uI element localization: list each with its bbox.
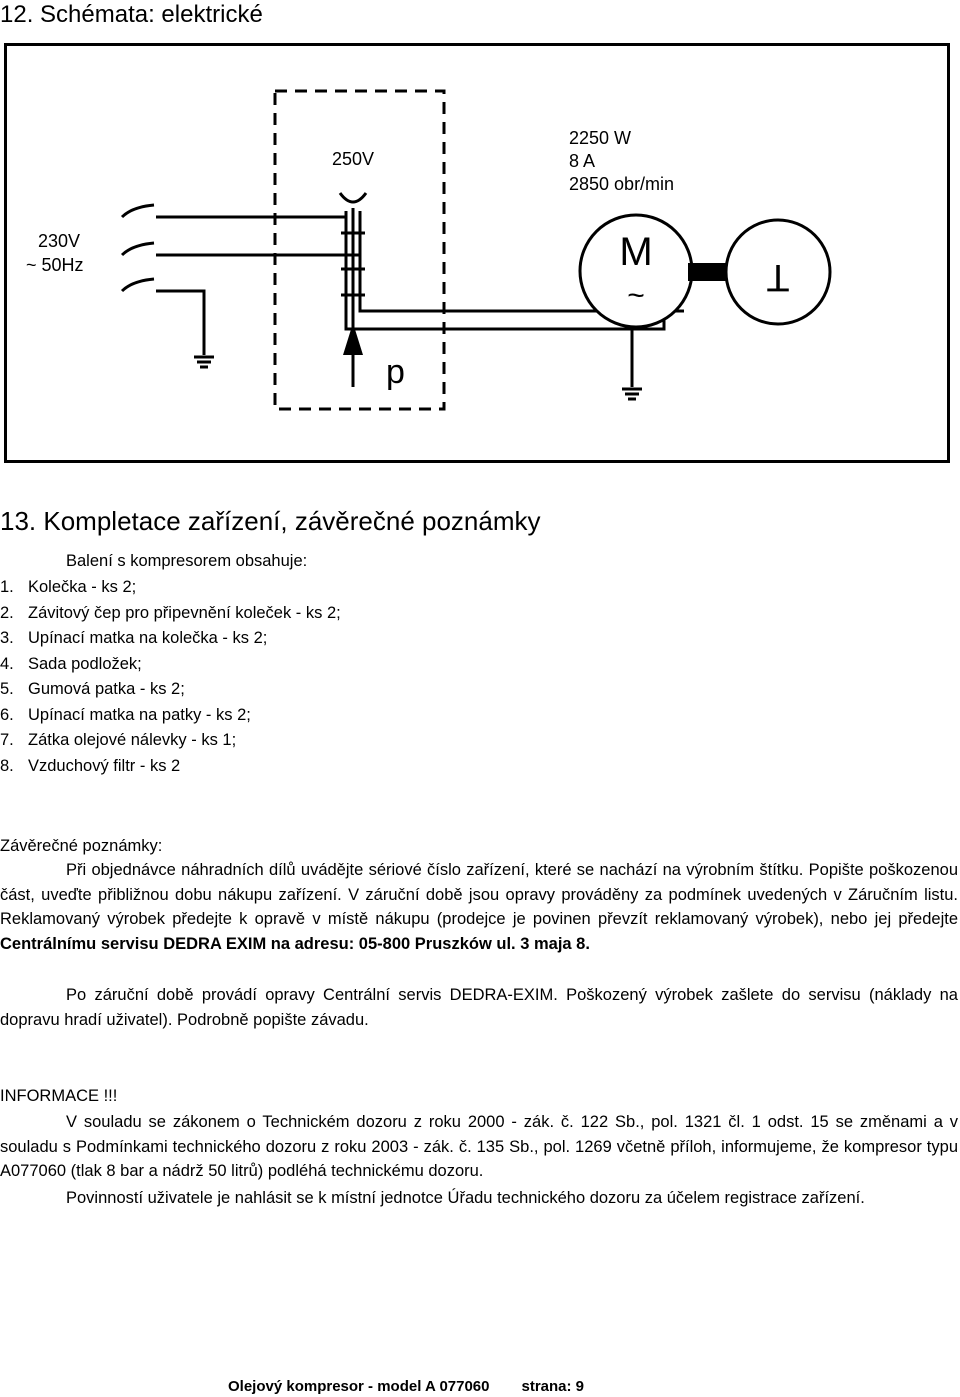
footer-page-number: strana: 9 xyxy=(521,1378,585,1395)
motor-ac-symbol: ~ xyxy=(627,279,645,312)
pressure-symbol: p xyxy=(386,353,405,391)
section-12-title: 12. Schémata: elektrické xyxy=(0,1,263,28)
service-address: Centrálnímu servisu DEDRA EXIM na adresu: 05-800 Pruszków ul. 3 maja 8. xyxy=(0,934,590,953)
supply-voltage-label: 230V xyxy=(38,231,81,251)
footer-product: Olejový kompresor - model A 077060 xyxy=(228,1378,490,1395)
ground-motor-icon xyxy=(622,327,642,399)
motor-current-label: 8 A xyxy=(569,151,596,171)
final-notes-heading: Závěrečné poznámky: xyxy=(0,837,163,855)
list-item: 8. Vzduchový filtr - ks 2 xyxy=(0,756,181,775)
final-notes-paragraph: Při objednávce náhradních dílů uvádějte sériové číslo zařízení, které se nachází na výrobním štítku. Popište poškozenou část, uveďte přibližnou dobu nákupu zařízení. V záruční době jsou opravy prováděny za podmínek uvedených v Záručním listu. Reklamovaný výrobek předejte k opravě v místě nákupu (prodejce je povinen převzít reklamovaný výrobek), nebo jej předejte Centrálnímu servisu DEDRA EXIM na adresu: 05-800 Pruszków ul. 3 maja 8. xyxy=(0,861,958,953)
compressor-symbol: T xyxy=(766,256,790,298)
list-item: 6. Upínací matka na patky - ks 2; xyxy=(0,705,251,724)
list-item: 3. Upínací matka na kolečka - ks 2; xyxy=(0,629,268,647)
info-paragraph-2: Povinností uživatele je nahlásit se k místní jednotce Úřadu technického dozoru za účelem registrace zařízení. xyxy=(66,1189,865,1207)
post-warranty-paragraph: Po záruční době provádí opravy Centrální servis DEDRA-EXIM. Poškozený výrobek zašlete do servisu (náklady na dopravu hradí uživatel). Podrobně popište závadu. xyxy=(0,986,958,1029)
ground-left-icon xyxy=(178,291,214,367)
package-contents-label: Balení s kompresorem obsahuje: xyxy=(66,552,308,570)
list-item: 4. Sada podložek; xyxy=(0,654,142,673)
switch-voltage-label: 250V xyxy=(332,149,375,169)
section-13-title: 13. Kompletace zařízení, závěrečné poznámky xyxy=(0,506,541,536)
list-item: 1. Kolečka - ks 2; xyxy=(0,578,137,596)
package-items-list xyxy=(0,575,341,779)
motor-speed-label: 2850 obr/min xyxy=(569,174,675,194)
info-paragraph-1: V souladu se zákonem o Technickém dozoru z roku 2000 - zák. č. 122 Sb., pol. 1321 čl. 1 odst. 15 se změnami a v souladu s Podmínkami technického dozoru z roku 2003 - zák. č. 135 Sb., pol. 1269 včetně příloh, informujeme, že kompresor typu A077060 (tlak 8 bar a nádrž 50 litrů) podléhá technickému dozoru. xyxy=(0,1113,958,1180)
list-item: 5. Gumová patka - ks 2; xyxy=(0,680,185,698)
motor-letter: M xyxy=(619,230,653,274)
info-heading: INFORMACE !!! xyxy=(0,1087,118,1105)
page-footer xyxy=(228,1377,584,1397)
supply-frequency-label: ~ 50Hz xyxy=(26,255,84,275)
list-item: 2. Závitový čep pro připevnění koleček - ks 2; xyxy=(0,603,341,622)
motor-power-label: 2250 W xyxy=(569,128,632,148)
list-item: 7. Zátka olejové nálevky - ks 1; xyxy=(0,731,237,749)
pressure-arrow-icon xyxy=(343,323,363,387)
power-plug-icon xyxy=(122,205,178,291)
wiring-diagram xyxy=(4,43,950,463)
motor-shaft xyxy=(688,263,730,281)
